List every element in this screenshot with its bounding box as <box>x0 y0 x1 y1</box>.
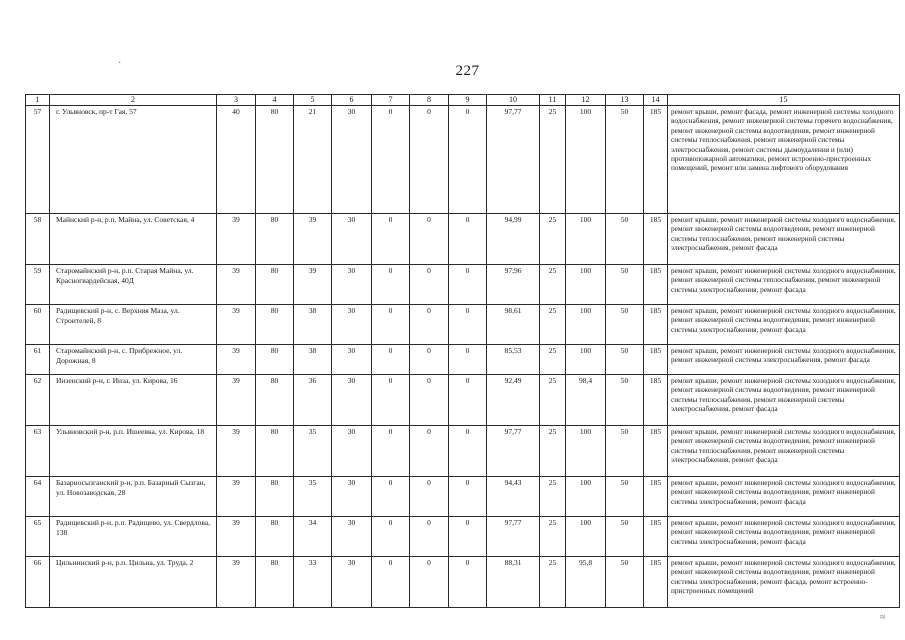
value-cell-c9: 0 <box>449 477 487 517</box>
value-cell-c12: 100 <box>566 477 606 517</box>
works-list-cell: ремонт крыши, ремонт фасада, ремонт инженерной системы холодного водоснабжения, ремонт инженерной системы горячего водоснабжения, ремонт инженерной системы водоотведения, ремонт инженерной системы теплоснабжения, ремонт инженерной системы электроснабжения, ремонт системы дымоудаления и (или) противопожарной автоматики, ремонт встроенно-пристроенных помещений, ремонт или замена лифтового оборудования <box>668 106 900 214</box>
value-cell-c3: 39 <box>217 265 256 305</box>
value-cell-c3: 39 <box>217 305 256 345</box>
value-cell-c14: 185 <box>644 345 668 375</box>
table-row <box>26 517 900 557</box>
value-cell-c9: 0 <box>449 426 487 477</box>
value-cell-c13: 50 <box>606 557 644 608</box>
value-cell-c6: 30 <box>332 265 372 305</box>
table-row <box>26 557 900 608</box>
value-cell-c9: 0 <box>449 214 487 265</box>
value-cell-c11: 25 <box>540 345 566 375</box>
value-cell-c13: 50 <box>606 214 644 265</box>
value-cell-c4: 80 <box>256 305 294 345</box>
value-cell-c4: 80 <box>256 106 294 214</box>
address-cell: Ульяновский р-н, р.п. Ишеевка, ул. Кирова, 18 <box>50 426 217 477</box>
column-number-5: 5 <box>294 95 332 106</box>
value-cell-c11: 25 <box>540 477 566 517</box>
value-cell-c7: 0 <box>372 557 410 608</box>
row-number: 63 <box>26 426 50 477</box>
table-row <box>26 265 900 305</box>
column-number-2: 2 <box>50 95 217 106</box>
row-number: 65 <box>26 517 50 557</box>
value-cell-c10: 94,99 <box>487 214 540 265</box>
value-cell-c12: 100 <box>566 214 606 265</box>
value-cell-c5: 34 <box>294 517 332 557</box>
value-cell-c13: 50 <box>606 106 644 214</box>
column-number-15: 15 <box>668 95 900 106</box>
value-cell-c3: 39 <box>217 426 256 477</box>
value-cell-c8: 0 <box>410 477 449 517</box>
value-cell-c10: 97,77 <box>487 426 540 477</box>
value-cell-c14: 185 <box>644 557 668 608</box>
works-list-cell: ремонт крыши, ремонт инженерной системы холодного водоснабжения, ремонт инженерной системы водоотведения, ремонт инженерной системы электроснабжения, ремонт фасада <box>668 477 900 517</box>
value-cell-c6: 30 <box>332 375 372 426</box>
value-cell-c9: 0 <box>449 517 487 557</box>
table-row <box>26 477 900 517</box>
value-cell-c14: 185 <box>644 265 668 305</box>
row-number: 64 <box>26 477 50 517</box>
address-cell: Старомайнский р-н, с. Прибрежное, ул. Дорожная, 8 <box>50 345 217 375</box>
works-list-cell: ремонт крыши, ремонт инженерной системы холодного водоснабжения, ремонт инженерной системы водоотведения, ремонт инженерной системы электроснабжения, ремонт фасада <box>668 305 900 345</box>
value-cell-c10: 97,77 <box>487 106 540 214</box>
row-number: 57 <box>26 106 50 214</box>
value-cell-c12: 100 <box>566 345 606 375</box>
address-cell: Базарносызганский р-н, р.п. Базарный Сызган, ул. Новозаводская, 28 <box>50 477 217 517</box>
works-list-cell: ремонт крыши, ремонт инженерной системы холодного водоснабжения, ремонт инженерной системы водоотведения, ремонт инженерной системы электроснабжения, ремонт фасада, ремонт встроенно-пристроенных помещений <box>668 557 900 608</box>
value-cell-c3: 39 <box>217 214 256 265</box>
row-number: 61 <box>26 345 50 375</box>
value-cell-c8: 0 <box>410 265 449 305</box>
value-cell-c9: 0 <box>449 106 487 214</box>
value-cell-c11: 25 <box>540 106 566 214</box>
value-cell-c7: 0 <box>372 265 410 305</box>
value-cell-c4: 80 <box>256 214 294 265</box>
value-cell-c11: 25 <box>540 517 566 557</box>
scan-speck: ≈ <box>880 612 886 623</box>
address-cell: Радищевский р-н, с. Верхняя Маза, ул. Строителей, 8 <box>50 305 217 345</box>
value-cell-c14: 185 <box>644 517 668 557</box>
column-number-10: 10 <box>487 95 540 106</box>
value-cell-c13: 50 <box>606 477 644 517</box>
value-cell-c7: 0 <box>372 375 410 426</box>
value-cell-c14: 185 <box>644 106 668 214</box>
value-cell-c10: 98,61 <box>487 305 540 345</box>
table-row <box>26 375 900 426</box>
value-cell-c4: 80 <box>256 375 294 426</box>
value-cell-c5: 35 <box>294 477 332 517</box>
value-cell-c14: 185 <box>644 214 668 265</box>
value-cell-c4: 80 <box>256 477 294 517</box>
value-cell-c5: 33 <box>294 557 332 608</box>
value-cell-c6: 30 <box>332 557 372 608</box>
value-cell-c9: 0 <box>449 375 487 426</box>
value-cell-c8: 0 <box>410 305 449 345</box>
row-number: 66 <box>26 557 50 608</box>
page-number: 227 <box>455 63 480 79</box>
capital-repair-table <box>25 94 900 608</box>
table-row <box>26 106 900 214</box>
value-cell-c5: 39 <box>294 265 332 305</box>
value-cell-c8: 0 <box>410 517 449 557</box>
value-cell-c6: 30 <box>332 106 372 214</box>
value-cell-c6: 30 <box>332 517 372 557</box>
value-cell-c8: 0 <box>410 375 449 426</box>
value-cell-c11: 25 <box>540 214 566 265</box>
row-number: 62 <box>26 375 50 426</box>
value-cell-c10: 88,31 <box>487 557 540 608</box>
value-cell-c11: 25 <box>540 265 566 305</box>
value-cell-c5: 21 <box>294 106 332 214</box>
value-cell-c6: 30 <box>332 477 372 517</box>
table-row <box>26 214 900 265</box>
value-cell-c3: 39 <box>217 517 256 557</box>
row-number: 58 <box>26 214 50 265</box>
value-cell-c6: 30 <box>332 305 372 345</box>
value-cell-c13: 50 <box>606 265 644 305</box>
value-cell-c3: 39 <box>217 345 256 375</box>
value-cell-c14: 185 <box>644 375 668 426</box>
value-cell-c12: 98,4 <box>566 375 606 426</box>
value-cell-c6: 30 <box>332 426 372 477</box>
value-cell-c11: 25 <box>540 305 566 345</box>
value-cell-c5: 35 <box>294 426 332 477</box>
column-number-14: 14 <box>644 95 668 106</box>
column-number-11: 11 <box>540 95 566 106</box>
value-cell-c13: 50 <box>606 517 644 557</box>
value-cell-c13: 50 <box>606 345 644 375</box>
address-cell: Цильнинский р-н, р.п. Цильна, ул. Труда, 2 <box>50 557 217 608</box>
value-cell-c10: 85,53 <box>487 345 540 375</box>
column-number-7: 7 <box>372 95 410 106</box>
address-cell: Инзенский р-н, г. Инза, ул. Кирова, 16 <box>50 375 217 426</box>
value-cell-c13: 50 <box>606 375 644 426</box>
value-cell-c6: 30 <box>332 345 372 375</box>
column-number-12: 12 <box>566 95 606 106</box>
value-cell-c4: 80 <box>256 557 294 608</box>
value-cell-c12: 100 <box>566 106 606 214</box>
value-cell-c13: 50 <box>606 426 644 477</box>
column-number-13: 13 <box>606 95 644 106</box>
value-cell-c12: 100 <box>566 426 606 477</box>
scan-speck: · <box>118 58 122 69</box>
value-cell-c4: 80 <box>256 345 294 375</box>
works-list-cell: ремонт крыши, ремонт инженерной системы холодного водоснабжения, ремонт инженерной системы водоотведения, ремонт инженерной системы теплоснабжения, ремонт инженерной системы электроснабжения, ремонт фасада <box>668 426 900 477</box>
value-cell-c8: 0 <box>410 106 449 214</box>
value-cell-c4: 80 <box>256 265 294 305</box>
column-number-8: 8 <box>410 95 449 106</box>
table-row <box>26 305 900 345</box>
value-cell-c8: 0 <box>410 557 449 608</box>
value-cell-c7: 0 <box>372 345 410 375</box>
column-number-3: 3 <box>217 95 256 106</box>
value-cell-c11: 25 <box>540 375 566 426</box>
value-cell-c10: 97,77 <box>487 517 540 557</box>
works-list-cell: ремонт крыши, ремонт инженерной системы холодного водоснабжения, ремонт инженерной системы водоотведения, ремонт инженерной системы электроснабжения, ремонт фасада <box>668 517 900 557</box>
column-number-6: 6 <box>332 95 372 106</box>
value-cell-c7: 0 <box>372 517 410 557</box>
value-cell-c7: 0 <box>372 477 410 517</box>
column-number-4: 4 <box>256 95 294 106</box>
value-cell-c14: 185 <box>644 477 668 517</box>
works-list-cell: ремонт крыши, ремонт инженерной системы холодного водоснабжения, ремонт инженерной системы электроснабжения, ремонт фасада <box>668 345 900 375</box>
value-cell-c7: 0 <box>372 305 410 345</box>
value-cell-c4: 80 <box>256 426 294 477</box>
value-cell-c7: 0 <box>372 426 410 477</box>
value-cell-c5: 38 <box>294 345 332 375</box>
value-cell-c3: 39 <box>217 375 256 426</box>
works-list-cell: ремонт крыши, ремонт инженерной системы холодного водоснабжения, ремонт инженерной системы теплоснабжения, ремонт инженерной системы электроснабжения, ремонт фасада <box>668 265 900 305</box>
value-cell-c10: 94,43 <box>487 477 540 517</box>
value-cell-c13: 50 <box>606 305 644 345</box>
value-cell-c3: 39 <box>217 557 256 608</box>
value-cell-c7: 0 <box>372 106 410 214</box>
value-cell-c14: 185 <box>644 305 668 345</box>
works-list-cell: ремонт крыши, ремонт инженерной системы холодного водоснабжения, ремонт инженерной системы водоотведения, ремонт инженерной системы теплоснабжения, ремонт инженерной системы электроснабжения, ремонт фасада <box>668 214 900 265</box>
value-cell-c8: 0 <box>410 345 449 375</box>
value-cell-c8: 0 <box>410 426 449 477</box>
value-cell-c9: 0 <box>449 305 487 345</box>
value-cell-c6: 30 <box>332 214 372 265</box>
value-cell-c14: 185 <box>644 426 668 477</box>
value-cell-c8: 0 <box>410 214 449 265</box>
value-cell-c4: 80 <box>256 517 294 557</box>
value-cell-c5: 39 <box>294 214 332 265</box>
value-cell-c3: 40 <box>217 106 256 214</box>
column-number-1: 1 <box>26 95 50 106</box>
value-cell-c11: 25 <box>540 557 566 608</box>
address-cell: Старомайнский р-н, р.п. Старая Майна, ул. Красногвардейская, 40Д <box>50 265 217 305</box>
table-row <box>26 426 900 477</box>
table-row <box>26 345 900 375</box>
value-cell-c12: 100 <box>566 265 606 305</box>
value-cell-c11: 25 <box>540 426 566 477</box>
value-cell-c3: 39 <box>217 477 256 517</box>
value-cell-c9: 0 <box>449 345 487 375</box>
row-number: 60 <box>26 305 50 345</box>
works-list-cell: ремонт крыши, ремонт инженерной системы холодного водоснабжения, ремонт инженерной системы водоотведения, ремонт инженерной системы теплоснабжения, ремонт инженерной системы электроснабжения, ремонт фасада <box>668 375 900 426</box>
address-cell: г. Ульяновск, пр-т Гая, 57 <box>50 106 217 214</box>
header-row <box>26 95 900 106</box>
value-cell-c9: 0 <box>449 557 487 608</box>
value-cell-c10: 92,49 <box>487 375 540 426</box>
value-cell-c10: 97,96 <box>487 265 540 305</box>
address-cell: Радищевский р-н, р.п. Радищево, ул. Свердлова, 138 <box>50 517 217 557</box>
value-cell-c12: 95,8 <box>566 557 606 608</box>
value-cell-c5: 38 <box>294 305 332 345</box>
value-cell-c7: 0 <box>372 214 410 265</box>
column-number-9: 9 <box>449 95 487 106</box>
address-cell: Майнский р-н, р.п. Майна, ул. Советская, 4 <box>50 214 217 265</box>
row-number: 59 <box>26 265 50 305</box>
value-cell-c9: 0 <box>449 265 487 305</box>
value-cell-c12: 100 <box>566 517 606 557</box>
value-cell-c5: 36 <box>294 375 332 426</box>
value-cell-c12: 100 <box>566 305 606 345</box>
